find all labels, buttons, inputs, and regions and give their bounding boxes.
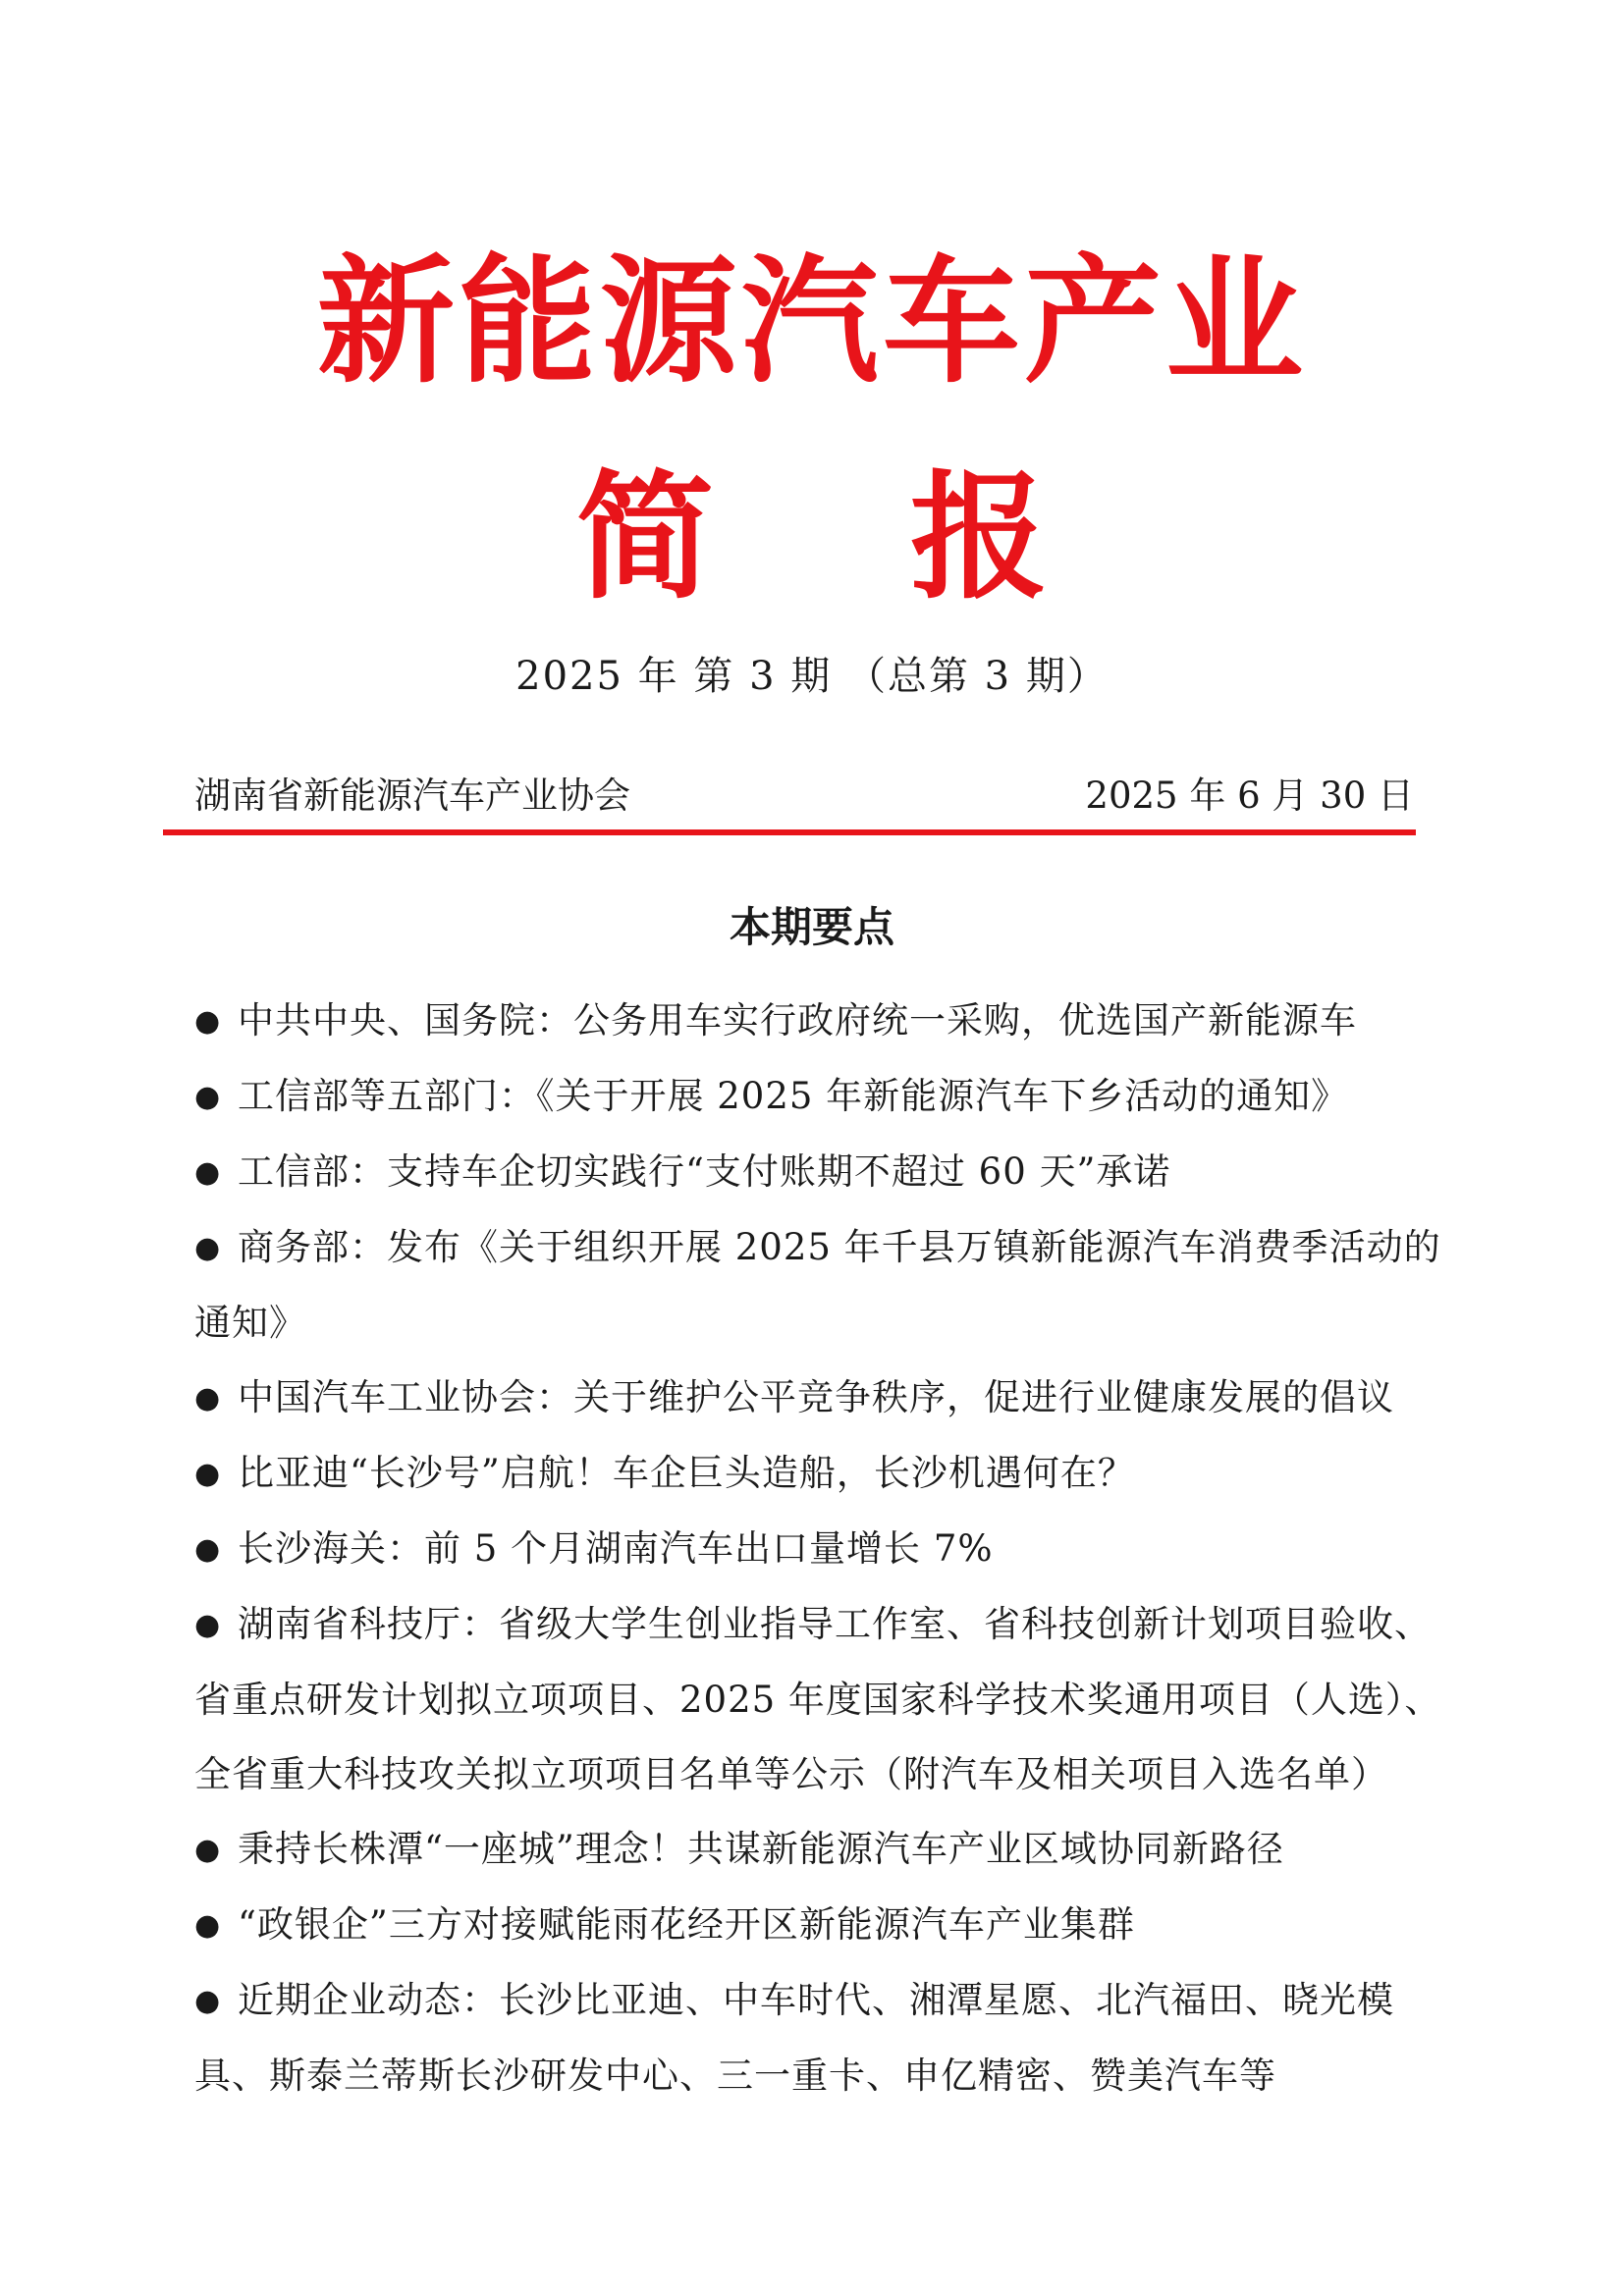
list-item [194, 1135, 1453, 1210]
list-item [194, 1587, 1453, 1812]
issue-number: 2025 年 第 3 期 （总第 3 期） [515, 654, 1109, 699]
highlights-list [194, 984, 1453, 2113]
bullet-icon: ● [194, 1984, 222, 2018]
list-item-text: 中国汽车工业协会：关于维护公平竞争秩序，促进行业健康发展的倡议 [238, 1376, 1394, 1418]
header-row [194, 766, 1414, 817]
list-item-text: “政银企”三方对接赋能雨花经开区新能源汽车产业集群 [238, 1903, 1135, 1946]
bullet-icon: ● [194, 1231, 222, 1265]
list-item [194, 1059, 1453, 1135]
list-item-text: 商务部：发布《关于组织开展 2025 年千县万镇新能源汽车消费季活动的通知》 [194, 1226, 1441, 1344]
list-item-text: 湖南省科技厅：省级大学生创业指导工作室、省科技创新计划项目验收、省重点研发计划拟立项项目、2025 年度国家科学技术奖通用项目（人选）、全省重大科技攻关拟立项项目名单等公示（附汽车及相关项目入选名单） [194, 1603, 1442, 1795]
list-item [194, 1963, 1453, 2113]
list-item-text: 比亚迪“长沙号”启航！车企巨头造船，长沙机遇何在？ [238, 1452, 1135, 1494]
publication-date: 2025 年 6 月 30 日 [1085, 774, 1414, 817]
list-item-text: 秉持长株潭“一座城”理念！共谋新能源汽车产业区域协同新路径 [238, 1828, 1284, 1870]
list-item-text: 近期企业动态：长沙比亚迪、中车时代、湘潭星愿、北汽福田、晓光模具、斯泰兰蒂斯长沙研发中心、三一重卡、申亿精密、赞美汽车等 [194, 1979, 1394, 2097]
list-item-text: 中共中央、国务院：公务用车实行政府统一采购，优选国产新能源车 [238, 999, 1357, 1041]
masthead-char-jian: 简 [575, 457, 714, 618]
bullet-icon: ● [194, 1908, 222, 1943]
list-item [194, 1888, 1453, 1963]
bullet-icon: ● [194, 1532, 222, 1567]
masthead-subtitle [0, 457, 1624, 618]
list-item [194, 1436, 1453, 1512]
list-item [194, 1812, 1453, 1888]
list-item-text: 工信部：支持车企切实践行“支付账期不超过 60 天”承诺 [238, 1150, 1171, 1193]
list-item [194, 1361, 1453, 1436]
list-item [194, 1210, 1453, 1361]
bullet-icon: ● [194, 1004, 222, 1039]
bullet-icon: ● [194, 1457, 222, 1491]
bullet-icon: ● [194, 1155, 222, 1190]
bullet-icon: ● [194, 1381, 222, 1415]
masthead-title: 新能源汽车产业 [316, 241, 1307, 402]
masthead-char-bao: 报 [910, 457, 1049, 618]
bullet-icon: ● [194, 1608, 222, 1642]
section-title: 本期要点 [729, 903, 894, 951]
list-item-text: 长沙海关：前 5 个月湖南汽车出口量增长 7% [238, 1527, 994, 1570]
organization-name: 湖南省新能源汽车产业协会 [194, 774, 630, 817]
list-item [194, 984, 1453, 1059]
red-divider [163, 829, 1416, 835]
list-item-text: 工信部等五部门：《关于开展 2025 年新能源汽车下乡活动的通知》 [238, 1075, 1349, 1117]
bullet-icon: ● [194, 1833, 222, 1867]
list-item [194, 1512, 1453, 1587]
bullet-icon: ● [194, 1080, 222, 1114]
